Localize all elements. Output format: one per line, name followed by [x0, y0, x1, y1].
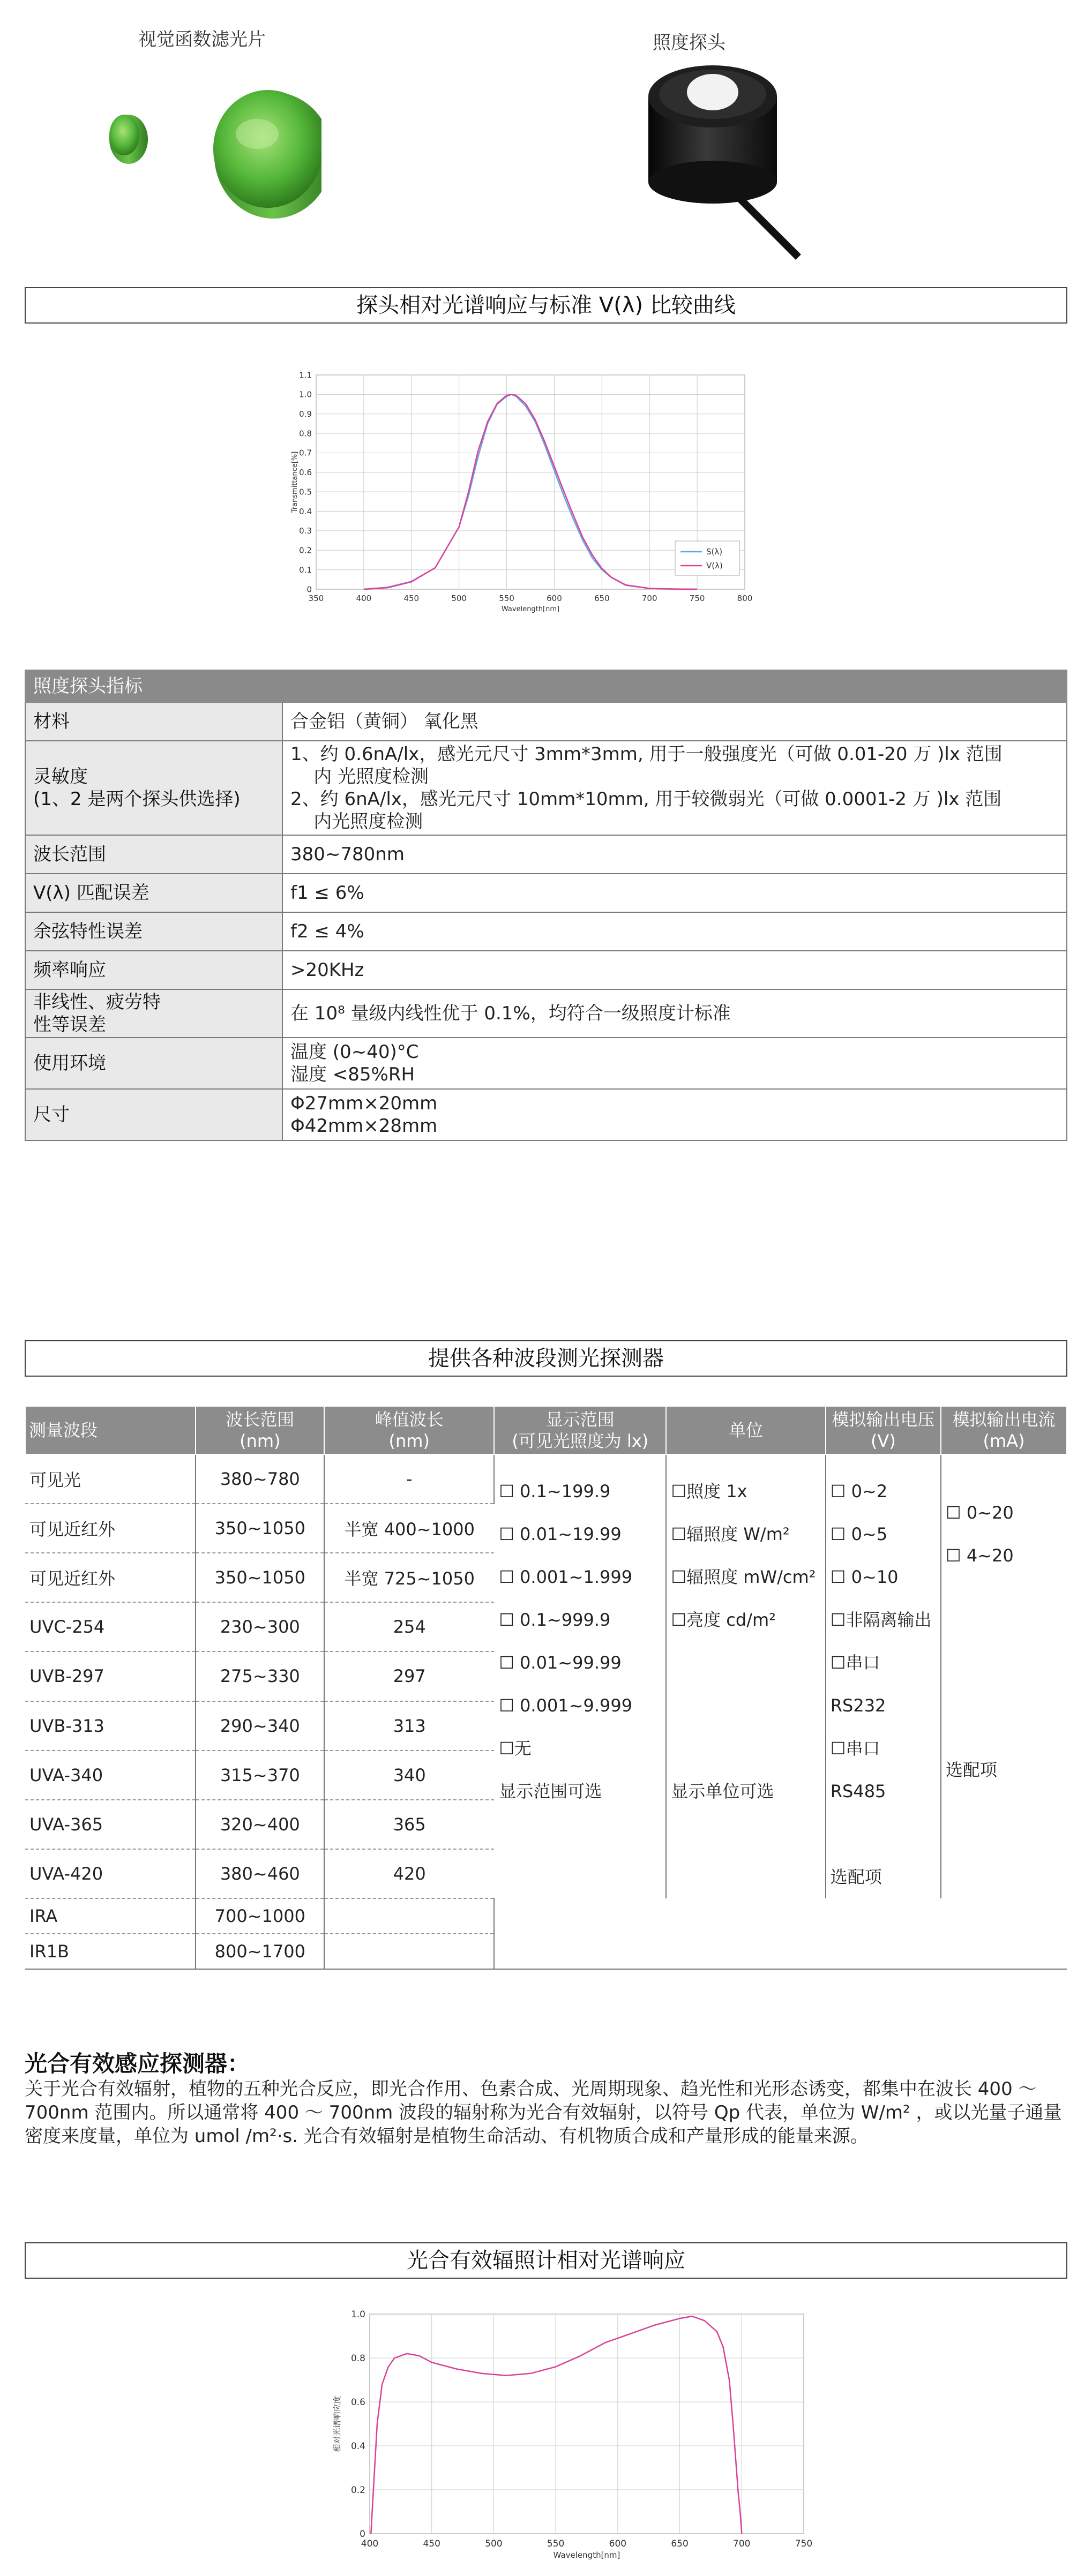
display-note: 显示范围可选 — [499, 1781, 602, 1801]
voltage-spacer — [831, 1813, 936, 1856]
par-title: 光合有效感应探测器： — [25, 2051, 250, 2077]
unit-note: 显示单位可选 — [671, 1781, 774, 1801]
spec-label: 材料 — [25, 702, 282, 741]
spec-value: 在 10⁸ 量级内线性优于 0.1%，均符合一级照度计标准 — [282, 989, 1067, 1038]
band-peak: - — [324, 1454, 494, 1504]
spec-value: >20KHz — [282, 951, 1067, 989]
spec-label: 尺寸 — [25, 1089, 282, 1140]
x-tick-label: 650 — [594, 594, 610, 603]
spec-value-text: 温度 (0~40)°C 湿度 <85%RH — [290, 1041, 419, 1085]
y-tick-label: 0 — [360, 2528, 365, 2540]
band-name: 可见近红外 — [25, 1504, 196, 1553]
x-tick-label: 600 — [547, 594, 562, 603]
band-range: 275~330 — [196, 1651, 324, 1701]
unit-option[interactable]: ☐辐照度 W/m² — [671, 1524, 790, 1544]
band-name: 可见近红外 — [25, 1553, 196, 1602]
col-header — [25, 1406, 196, 1454]
y-tick-label: 0.6 — [299, 468, 312, 478]
y-tick-label: 0 — [306, 584, 312, 595]
spec-table-header: 照度探头指标 — [25, 670, 1067, 702]
y-tick-label: 0.3 — [299, 526, 312, 536]
band-range: 350~1050 — [196, 1504, 324, 1553]
x-axis-label: Wavelength[nm] — [553, 2550, 620, 2560]
par-description: 关于光合有效辐射，植物的五种光合反应，即光合作用、色素合成、光周期现象、趋光性和光形态诱变，都集中在波长 400 ～ 700nm 范围内。所以通常将 400 ～ 700nm 波段的辐射称为光合有效辐射，以符号 Qp 代表，单位为 W/m² ，或以光量子通量密度来度量，单位为 umol /m²·s. 光合有效辐射是植物生命活动、有机物质合成和产量形成的能量来源。 — [25, 2078, 1062, 2147]
empty-cell — [494, 1934, 1067, 1969]
section-title-detectors: 提供各种波段测光探测器 — [25, 1340, 1067, 1377]
filter-caption: 视觉函数滤光片 — [138, 29, 266, 50]
band-name: 可见光 — [25, 1454, 196, 1504]
band-range: 290~340 — [196, 1701, 324, 1751]
voltage-note: 选配项 — [830, 1867, 882, 1887]
spec-value-text: 1、约 0.6nA/lx，感光元尺寸 3mm*3mm, 用于一般强度光（可做 0.01-20 万 )lx 范围 内 光照度检测 2、约 6nA/lx，感光元尺寸 10mm*10mm, 用于较微弱光（可做 0.0001-2 万 )lx 范围 内光照度检测 — [290, 743, 1003, 832]
band-name: UVA-420 — [25, 1849, 196, 1898]
y-tick-label: 0.7 — [299, 448, 312, 458]
unit-option[interactable]: ☐辐照度 mW/cm² — [671, 1567, 816, 1587]
col-header — [196, 1406, 324, 1454]
band-peak: 254 — [324, 1602, 494, 1651]
filter-lens-image — [96, 75, 321, 225]
y-tick-label: 0.9 — [299, 409, 312, 419]
spec-value: 合金铝（黄铜） 氧化黑 — [282, 702, 1067, 741]
band-range: 315~370 — [196, 1751, 324, 1800]
unit-option[interactable]: ☐照度 1x — [671, 1481, 747, 1501]
probe-caption: 照度探头 — [653, 32, 725, 54]
y-axis-label: 相对光谱响应度 — [332, 2395, 342, 2452]
band-range: 800~1700 — [196, 1934, 324, 1969]
legend-label: S(λ) — [706, 547, 723, 557]
current-option[interactable]: ☐ 0~20 — [945, 1503, 1014, 1523]
section-title-spectral-compare: 探头相对光谱响应与标准 V(λ) 比较曲线 — [25, 287, 1067, 324]
display-range-options — [494, 1454, 666, 1898]
x-tick-label: 700 — [641, 594, 657, 603]
col-header-text: 单位 — [729, 1420, 764, 1440]
y-tick-label: 1.0 — [350, 2309, 365, 2320]
y-tick-label: 0.1 — [299, 565, 312, 575]
x-axis-label: Wavelength[nm] — [501, 605, 560, 613]
band-range: 230~300 — [196, 1602, 324, 1651]
band-peak: 半宽 400~1000 — [324, 1504, 494, 1553]
y-tick-label: 1.0 — [299, 389, 312, 400]
section-title-par-response: 光合有效辐照计相对光谱响应 — [25, 2242, 1067, 2279]
spec-label: 波长范围 — [25, 835, 282, 874]
col-header — [666, 1406, 825, 1454]
unit-option[interactable]: ☐亮度 cd/m² — [671, 1610, 776, 1630]
y-tick-label: 0.8 — [350, 2353, 365, 2364]
band-peak: 420 — [324, 1849, 494, 1898]
x-tick-label: 600 — [609, 2539, 627, 2549]
current-options — [941, 1454, 1067, 1898]
display-option[interactable]: ☐ 0.1~999.9 — [499, 1610, 611, 1630]
spec-value: f1 ≤ 6% — [282, 874, 1067, 912]
voltage-option[interactable]: ☐ 0~10 — [830, 1567, 899, 1587]
band-name: UVB-313 — [25, 1701, 196, 1751]
spec-label-line: 非线性、疲劳特 性等误差 — [33, 992, 161, 1035]
band-peak: 340 — [324, 1751, 494, 1800]
x-tick-label: 700 — [733, 2539, 751, 2549]
voltage-option[interactable]: ☐ 0~2 — [830, 1481, 888, 1501]
y-axis-label: Transmittance[%] — [291, 451, 299, 513]
spec-label: 余弦特性误差 — [25, 912, 282, 951]
band-name: IR1B — [25, 1934, 196, 1969]
band-peak: 297 — [324, 1651, 494, 1701]
current-note: 选配项 — [945, 1760, 997, 1780]
col-header-text: 测量波段 — [29, 1420, 98, 1440]
spec-value — [282, 1038, 1067, 1089]
spec-label: 使用环境 — [25, 1038, 282, 1089]
x-tick-label: 450 — [403, 594, 420, 603]
band-range: 700~1000 — [196, 1898, 324, 1934]
col-header — [826, 1406, 941, 1454]
x-tick-label: 400 — [361, 2539, 379, 2549]
voltage-option[interactable]: ☐非隔离输出 — [830, 1610, 932, 1630]
x-tick-label: 500 — [451, 594, 467, 603]
y-tick-label: 0.2 — [350, 2484, 365, 2496]
y-tick-label: 0.8 — [299, 429, 312, 439]
voltage-option[interactable]: ☐串口 RS485 — [830, 1738, 886, 1801]
y-tick-label: 0.4 — [299, 506, 312, 516]
spec-value — [282, 741, 1067, 835]
spec-value: 380~780nm — [282, 835, 1067, 874]
col-header — [494, 1406, 666, 1454]
band-range: 320~400 — [196, 1800, 324, 1849]
col-header — [324, 1406, 494, 1454]
x-tick-label: 550 — [499, 594, 514, 603]
band-peak — [324, 1934, 494, 1969]
display-option[interactable]: ☐ 0.001~1.999 — [499, 1567, 633, 1587]
spec-label — [25, 741, 282, 835]
x-tick-label: 500 — [485, 2539, 503, 2549]
col-header-text: 模拟输出电压 (V) — [832, 1409, 935, 1451]
par-response-chart — [311, 2303, 836, 2571]
band-range: 380~780 — [196, 1454, 324, 1504]
x-tick-label: 350 — [308, 594, 324, 603]
display-option[interactable]: ☐无 — [499, 1738, 532, 1759]
band-name: IRA — [25, 1898, 196, 1934]
col-header-text: 波长范围 (nm) — [226, 1409, 295, 1451]
spec-label: V(λ) 匹配误差 — [25, 874, 282, 912]
band-peak: 313 — [324, 1701, 494, 1751]
empty-cell — [494, 1898, 1067, 1934]
band-range: 350~1050 — [196, 1553, 324, 1602]
spec-label — [25, 989, 282, 1038]
voltage-option[interactable]: ☐串口 RS232 — [830, 1653, 886, 1716]
current-option[interactable]: ☐ 4~20 — [945, 1545, 1014, 1566]
x-tick-label: 750 — [689, 594, 705, 603]
band-peak: 365 — [324, 1800, 494, 1849]
unit-spacer — [671, 1641, 820, 1770]
band-name: UVB-297 — [25, 1651, 196, 1701]
band-name: UVC-254 — [25, 1602, 196, 1651]
probe-spec-table — [25, 670, 1067, 1141]
band-name: UVA-365 — [25, 1800, 196, 1849]
x-tick-label: 550 — [547, 2539, 565, 2549]
x-tick-label: 450 — [423, 2539, 440, 2549]
y-tick-label: 0.2 — [299, 545, 312, 555]
display-option[interactable]: ☐ 0.01~19.99 — [499, 1524, 622, 1544]
legend-label: V(λ) — [706, 561, 723, 570]
band-peak — [324, 1898, 494, 1934]
y-tick-label: 0.5 — [299, 487, 312, 497]
col-header — [941, 1406, 1067, 1454]
col-header-text: 模拟输出电流 (mA) — [952, 1409, 1056, 1451]
x-tick-label: 750 — [795, 2539, 813, 2549]
spec-label: 频率响应 — [25, 951, 282, 989]
band-peak: 半宽 725~1050 — [324, 1553, 494, 1602]
display-option[interactable]: ☐ 0.01~99.99 — [499, 1653, 622, 1673]
y-tick-label: 0.6 — [350, 2397, 365, 2408]
illuminance-probe-image — [638, 59, 814, 262]
voltage-option[interactable]: ☐ 0~5 — [830, 1524, 888, 1544]
voltage-options — [826, 1454, 941, 1898]
unit-options — [666, 1454, 825, 1898]
col-header-text: 显示范围 (可见光照度为 lx) — [512, 1409, 649, 1451]
y-tick-label: 0.4 — [350, 2440, 365, 2452]
band-name: UVA-340 — [25, 1751, 196, 1800]
col-header-text: 峰值波长 (nm) — [375, 1409, 444, 1451]
display-option[interactable]: ☐ 0.001~9.999 — [499, 1695, 633, 1716]
spec-value — [282, 1089, 1067, 1140]
detector-table — [25, 1406, 1067, 1970]
x-tick-label: 400 — [356, 594, 372, 603]
spec-label-line: 灵敏度 (1、2 是两个探头供选择) — [33, 766, 241, 810]
spec-value: f2 ≤ 4% — [282, 912, 1067, 951]
display-option[interactable]: ☐ 0.1~199.9 — [499, 1481, 611, 1501]
current-spacer — [946, 1577, 1063, 1748]
x-tick-label: 800 — [737, 594, 753, 603]
spec-value-text: Φ27mm×20mm Φ42mm×28mm — [290, 1093, 438, 1137]
current-spacer — [946, 1470, 1063, 1491]
x-tick-label: 650 — [671, 2539, 689, 2549]
spectral-compare-chart — [289, 364, 772, 632]
y-tick-label: 1.1 — [299, 370, 312, 380]
band-range: 380~460 — [196, 1849, 324, 1898]
